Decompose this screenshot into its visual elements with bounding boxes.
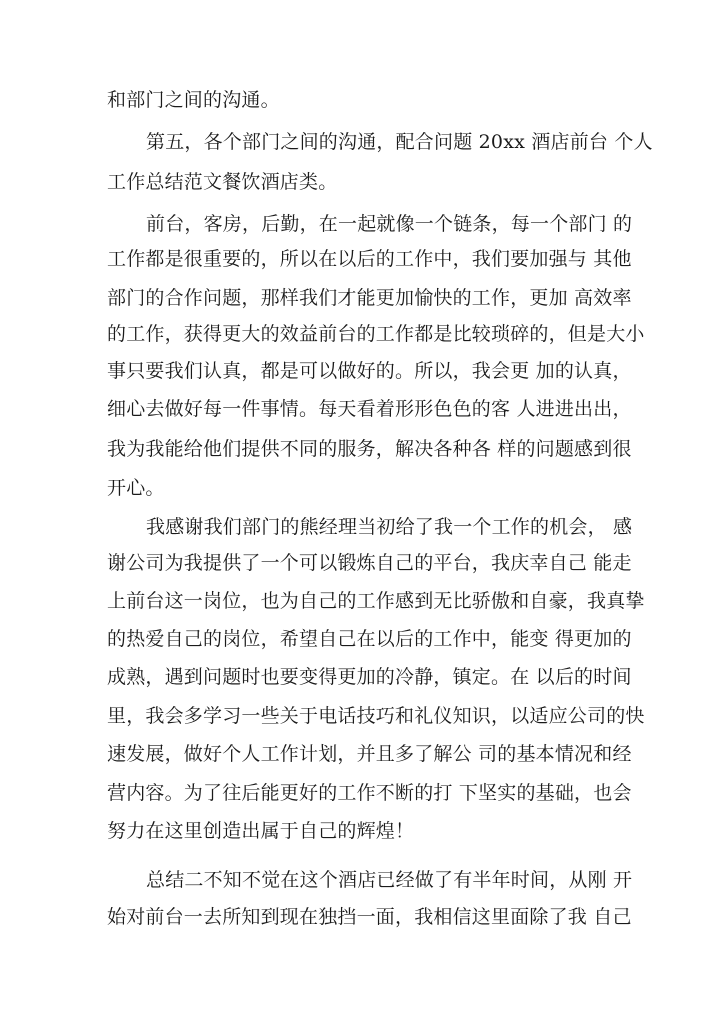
text-line: 始对前台一去所知到现在独挡一面，我相信这里面除了我 自己 [107, 906, 632, 928]
text-line: 我为我能给他们提供不同的服务，解决各种各 样的问题感到很 [107, 438, 632, 460]
text-line: 谢公司为我提供了一个可以锻炼自己的平台，我庆幸自己 能走 [107, 552, 632, 574]
text-line: 总结二不知不觉在这个酒店已经做了有半年时间，从刚 开 [146, 869, 633, 891]
text-line: 前台，客房，后勤，在一起就像一个链条，每一个部门 的 [146, 213, 633, 235]
text-line: 工作总结范文餐饮酒店类。 [107, 171, 338, 193]
text-line: 的工作，获得更大的效益前台的工作都是比较琐碎的，但是大小 [107, 323, 645, 345]
text-line: 工作都是很重要的，所以在以后的工作中，我们要加强与 其他 [107, 248, 632, 270]
text-line: 努力在这里创造出属于自己的辉煌！ [107, 820, 415, 842]
text-line: 第五，各个部门之间的沟通，配合问题 20xx 酒店前台 个人 [146, 131, 653, 153]
text-line: 和部门之间的沟通。 [107, 89, 280, 111]
text-line: 开心。 [107, 477, 165, 499]
text-line: 事只要我们认真，都是可以做好的。所以，我会更 加的认真， [107, 360, 632, 382]
text-line: 营内容。为了往后能更好的工作不断的打 下坚实的基础，也会 [107, 782, 632, 804]
text-line: 上前台这一岗位，也为自己的工作感到无比骄傲和自豪，我真挚 [107, 590, 645, 612]
text-line: 部门的合作问题，那样我们才能更加愉快的工作，更加 高效率 [107, 287, 632, 309]
text-line: 速发展，做好个人工作计划，并且多了解公 司的基本情况和经 [107, 743, 632, 765]
text-line: 的热爱自己的岗位，希望自己在以后的工作中，能变 得更加的 [107, 628, 632, 650]
text-line: 里，我会多学习一些关于电话技巧和礼仪知识，以适应公司的快 [107, 705, 645, 727]
text-line: 成熟，遇到问题时也要变得更加的冷静，镇定。在 以后的时间 [107, 666, 632, 688]
text-line: 我感谢我们部门的熊经理当初给了我一个工作的机会， 感 [146, 516, 633, 538]
text-line: 细心去做好每一件事情。每天看着形形色色的客 人进进出出， [107, 398, 632, 420]
